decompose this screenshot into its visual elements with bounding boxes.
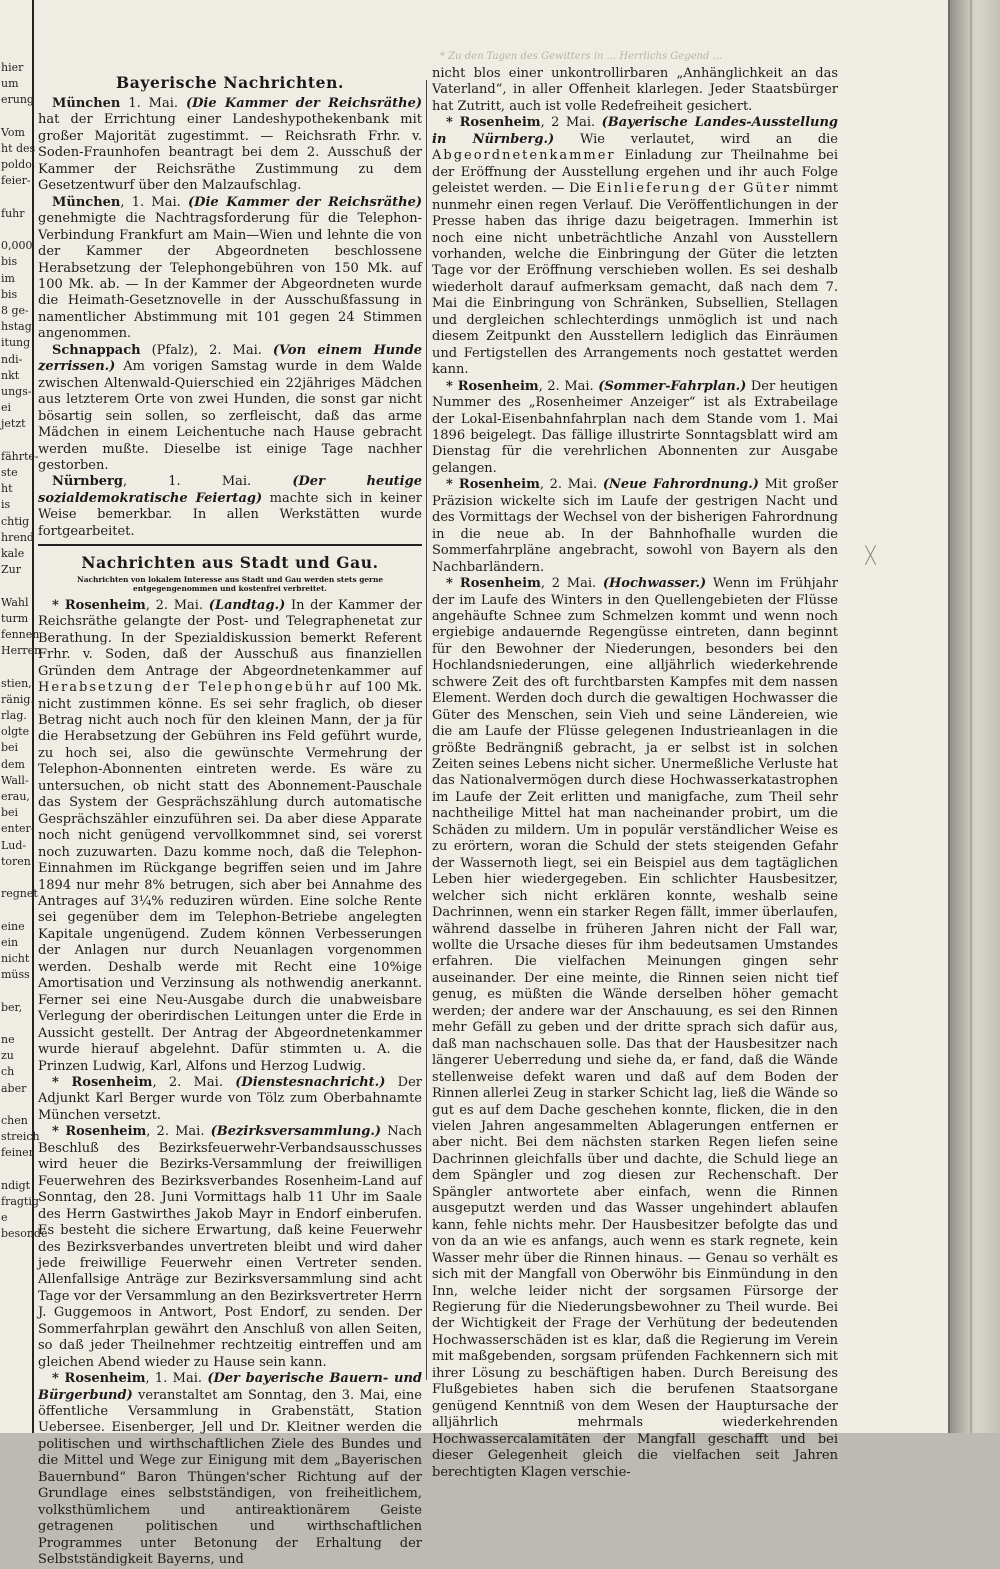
adjacent-page-fragment: Lud- — [1, 838, 27, 852]
adjacent-page-fragment: regnet — [1, 887, 38, 901]
adjacent-page-fragment: im — [1, 271, 15, 285]
adjacent-page-fragment: jetzt — [1, 417, 26, 431]
adjacent-page-fragment: olgte — [1, 725, 30, 739]
adjacent-page-fragment: enter- — [1, 822, 35, 836]
adjacent-page-fragment: ne — [1, 1033, 15, 1046]
adjacent-page-fragment: poldo, — [1, 158, 36, 172]
adjacent-page-fragment: ht des — [1, 142, 36, 155]
adjacent-page-fragment: toren — [1, 854, 31, 868]
section-rule — [38, 544, 422, 546]
adjacent-page-fragment: 0,000 — [1, 239, 33, 253]
section-heading-bavarian: Bayerische Nachrichten. — [116, 73, 344, 92]
adjacent-page-fragment: ränig. — [1, 692, 34, 706]
adjacent-page-fragment: dem — [1, 757, 25, 771]
adjacent-page-fragment: ht — [1, 482, 13, 496]
adjacent-page-fragment: bis — [1, 287, 18, 301]
adjacent-page-fragment: ch — [1, 1065, 15, 1079]
adjacent-page-fragment: ndigt — [1, 1178, 31, 1192]
adjacent-page-fragment: eine — [1, 919, 25, 933]
article-sommerfahrplan: * Rosenheim, 2. Mai. (Sommer-Fahrplan.) Der heutigen Nummer des „Rosenheimer Anzeiger“ ist als Extrabeilage der Lokal-Eisenbahnfahrplan nach dem Stande vom 1. Mai 1896 beigelegt. Das fällige illustrirte Sonntagsblatt wird am Dienstag für die verehrlichen Abonnenten zur Ausgabe gelangen. — [432, 378, 838, 476]
adjacent-page-fragment: chtig — [1, 514, 30, 528]
adjacent-page-fragment: 8 ge- — [1, 304, 29, 317]
adjacent-page-fragment: Herren — [1, 644, 42, 658]
adjacent-page-fragment: kale — [1, 547, 25, 560]
adjacent-page-fragment: hier — [1, 61, 24, 74]
bleed-through-text: * Zu den Tagen des Gewitters in ... Herrlichs Gegend ... — [440, 51, 723, 62]
adjacent-page-fragment: besonde — [1, 1227, 48, 1241]
article-landesausstellung: * Rosenheim, 2 Mai. (Bayerische Landes-Ausstellung in Nürnberg.) Wie verlautet, wird an die Abgeordnetenkammer Einladung zur Theilnahme bei der Eröffnung der Ausstellung ergehen und ihr auch Folge geleistet werden. — Die Einlieferung der Güter nimmt nunmehr einen regen Verlauf. Die Veröffentlichungen in der Presse haben das ihrige dazu beigetragen. Immerhin ist noch eine nicht unbeträchtliche Anzahl von Ausstellern vorhanden, welche die Einbringung der Güter die letzten Tage vor der Eröffnung verschieben wollen. Es sei deshalb wiederholt darauf aufmerksam gemacht, daß nach dem 7. Mai die Einbringung von Schränken, Subsellien, Stellagen und dergleichen schlechterdings unmöglich ist und nach diesem Zeitpunkt den Ausstellern lediglich das Einräumen und Fertigstellen des Arrangements noch gestattet werden kann. — [432, 115, 838, 378]
adjacent-page-fragment: hstag — [1, 320, 32, 334]
adjacent-page-fragment: ber, — [1, 1000, 23, 1014]
adjacent-page-fragment: erau, — [1, 790, 30, 803]
adjacent-page-fragment: is — [1, 498, 11, 512]
adjacent-page-fragment: bis — [1, 255, 18, 269]
adjacent-page-fragment: streich — [1, 1130, 40, 1144]
adjacent-page-fragment: nkt — [1, 368, 20, 382]
adjacent-page-fragment: ungs- — [1, 385, 32, 398]
adjacent-page-fragment: fennen — [1, 628, 40, 641]
adjacent-page-fragment: fragtig — [1, 1195, 39, 1208]
adjacent-page-fragment: Vom — [1, 125, 25, 139]
article-bezirksversammlung: * Rosenheim, 2. Mai. (Bezirksversammlung.) Nach Beschluß des Bezirksfeuerwehr-Verbandsausschusses wird heuer die Bezirks-Versammlung der freiwilligen Feuerwehren des Bezirksverbandes Rosenheim-Land auf Sonntag, den 28. Juni Vormittags halb 11 Uhr im Saale des Herrn Gastwirthes Jakob Mayr in Endorf einberufen. Es besteht die sichere Erwartung, daß keine Feuerwehr des Bezirksverbandes unvertreten bleibt und wird daher jede freiwillige Feuerwehr einen Vertreter senden. Allenfallsige Anträge zur Bezirksversammlung sind acht Tage vor der Versammlung an den Bezirksvertreter Herrn J. Guggemoos in Antwort, Post Endorf, zu senden. Der Sommerfahrplan gewährt den Anschluß von allen Seiten, so daß jeder Theilnehmer rechtzeitig eintreffen und am gleichen Abend wieder zu Hause sein kann. — [38, 1124, 422, 1370]
adjacent-page-fragment: Wahl — [1, 595, 29, 609]
adjacent-page-fragment: feiner — [1, 1146, 34, 1160]
pencil-mark — [864, 544, 878, 564]
adjacent-page-fragment: ste — [1, 466, 18, 479]
article-bauernbund: * Rosenheim, 1. Mai. (Der bayerische Bauern- und Bürgerbund) veranstaltet am Sonntag, den 3. Mai, eine öffentliche Versammlung in Grabenstätt, Station Uebersee. Eisenberger, Jell und Dr. Kleitner werden die politischen und wirthschaftlichen Ziele des Bundes und die Mittel und Wege zur Einigung mit dem „Bayerischen Bauernbund“ Baron Thüngen'scher Richtung auf der Grundlage eines selbstständigen, von freiheitlichem, volksthümlichem und antireaktionärem Geiste getragenen politischen und wirthschaftlichen Programmes unter Betonung der Erhaltung der Selbstständigkeit Bayerns, und — [38, 1371, 422, 1568]
local-news-note: Nachrichten von lokalem Interesse aus Stadt und Gau werden stets gerne entgegengenommen und kostenfrei verbreitet. — [76, 575, 384, 594]
binding-edge — [948, 0, 950, 1433]
adjacent-page-fragment: um — [1, 77, 19, 91]
adjacent-page-fragment: chen — [1, 1114, 28, 1127]
adjacent-page-fragment: müss — [1, 968, 30, 982]
adjacent-page-fragment: bei — [1, 741, 19, 755]
article-muenchen-2: München, 1. Mai. (Die Kammer der Reichsräthe) genehmigte die Nachtragsforderung für die Telephon-Verbindung Frankfurt am Main—Wien und lehnte die von der Kammer der Abgeordneten beschlossene Herabsetzung der Telephongebühren von 150 Mk. auf 100 Mk. ab. — In der Kammer der Abgeordneten wurde die Heimath-Gesetznovelle in der Ausschußfassung in namentlicher Abstimmung mit 101 gegen 24 Stimmen angenommen. — [38, 194, 422, 342]
adjacent-page-fragment: Wall- — [1, 773, 29, 787]
adjacent-page-fragment: turm — [1, 611, 29, 625]
column-right — [432, 66, 838, 1480]
adjacent-page-fragment: bei — [1, 806, 19, 820]
article-nuernberg: Nürnberg, 1. Mai. (Der heutige sozialdemokratische Feiertag) machte sich in keiner Weise bemerkbar. In allen Werkstätten wurde fortgearbeitet. — [38, 474, 422, 539]
article-dienstesnachricht: * Rosenheim, 2. Mai. (Dienstesnachricht.) Der Adjunkt Karl Berger wurde von Tölz zum Oberbahnamte München versetzt. — [38, 1074, 422, 1123]
article-landtag: * Rosenheim, 2. Mai. (Landtag.) In der Kammer der Reichsräthe gelangte der Post- und Telegraphenetat zur Berathung. In der Spezialdiskussion bemerkt Referent Frhr. v. Soden, daß der Ausschuß aus finanziellen Gründen dem Antrage der Abgeordnetenkammer auf Herabsetzung der Telephongebühr auf 100 Mk. nicht zustimmen könne. Es sei sehr fraglich, ob dieser Betrag nicht auch noch für den kleinen Mann, der ja für die Herabsetzung der Gebühren ins Feld geführt wurde, zu hoch sei, also die gewünschte Vermehrung der Telephon-Abonnenten eintreten werde. Es wäre zu untersuchen, ob nicht statt des Abonnement-Pauschale das System der Gesprächszählung durch automatische Gesprächszähler einzuführen sei. Da aber diese Apparate noch nicht genügend vervollkommnet sind, sei vorerst noch zuzuwarten. Dazu komme noch, daß die Telephon-Einnahmen im Rückgange begriffen seien und im Jahre 1894 nur mehr 8% betrugen, sich aber bei Annahme des Antrages auf 3¼% reduziren würden. Eine solche Rente sei gegenüber dem im Telephon-Betriebe angelegten Kapitale ungenügend. Zudem können Verbesserungen der Anlagen nur durch Neuanlagen vorgenommen werden. Deshalb werde mit Recht eine 10%ige Amortisation und Verzinsung als nothwendig anerkannt. Ferner sei eine Neu-Ausgabe durch die unabweisbare Verlegung der oberirdischen Leitungen unter die Erde in Aussicht gestellt. Der Antrag der Abgeordnetenkammer wurde hierauf abgelehnt. Dafür stimmten u. A. die Prinzen Ludwig, Karl, Alfons und Herzog Ludwig. — [38, 597, 422, 1074]
article-continuation: nicht blos einer unkontrollirbaren „Anhänglichkeit an das Vaterland“, in aller Offenheit klarlegen. Jeder Staatsbürger hat Zutritt, auch ist volle Redefreiheit gesichert. — [432, 66, 838, 114]
section-heading-local: Nachrichten aus Stadt und Gau. — [81, 553, 379, 573]
article-schnappach: Schnappach (Pfalz), 2. Mai. (Von einem Hunde zerrissen.) Am vorigen Samstag wurde in dem Walde zwischen Altenwald-Quierschied ein 22jähriges Mädchen aus letzterem Orte von zwei Hunden, die sonst gar nicht bösartig sein sollen, so zerfleischt, daß das arme Mädchen in einem Leichentuche nach Hause gebracht werden mußte. Dieselbe ist einige Tage nachher gestorben. — [38, 342, 422, 473]
article-fahrordnung: * Rosenheim, 2. Mai. (Neue Fahrordnung.) Mit großer Präzision wickelte sich im Laufe der gestrigen Nacht und des Vormittags der Wechsel von der bisherigen Fahrordnung in die neue ab. In der Bahnhofhalle wurden die Sommerfahrpläne angebracht, sowohl von Bayern als den Nachbarländern. — [432, 477, 838, 575]
adjacent-page-fragment: stien, — [1, 676, 32, 690]
adjacent-page-fragment: fuhr — [1, 206, 25, 220]
adjacent-page-fragment: e — [1, 1211, 8, 1225]
adjacent-page-fragment: erung — [1, 93, 34, 107]
adjacent-page-fragment: aber — [1, 1081, 27, 1095]
column-divider — [426, 80, 427, 1380]
binding-fold — [970, 0, 972, 1433]
adjacent-page-fragment: ndi- — [1, 352, 23, 366]
book-binding — [948, 0, 1000, 1433]
adjacent-page-strip — [0, 0, 48, 1433]
adjacent-page-fragment: nicht — [1, 952, 30, 965]
adjacent-page-fragment: rlag. — [1, 709, 27, 722]
article-muenchen-1: München 1. Mai. (Die Kammer der Reichsräthe) hat der Errichtung einer Landeshypothekenbank mit großer Majorität zugestimmt. — Reichsrath Frhr. v. Soden-Fraunhofen beantragt bei dem 2. Ausschuß der Kammer der Reichsräthe Zustimmung zu dem Gesetzentwurf über den Malzaufschlag. — [38, 96, 423, 194]
adjacent-page-fragment: itung — [1, 336, 31, 350]
adjacent-page-fragment: ei — [1, 401, 12, 415]
adjacent-page-fragment: Zur — [1, 563, 21, 577]
adjacent-page-fragment: zu — [1, 1049, 14, 1063]
adjacent-page-fragment: fährte- — [1, 449, 39, 463]
adjacent-page-fragment: ein — [1, 935, 19, 949]
adjacent-page-fragment: feier- — [1, 174, 31, 188]
article-hochwasser: * Rosenheim, 2 Mai. (Hochwasser.) Wenn im Frühjahr der im Laufe des Winters in den Quellengebieten der Flüsse angehäufte Schnee zum Schmelzen kommt und wenn noch ergiebige andauernde Regengüsse eintreten, dann beginnt für den Bewohner der Niederungen, besonders bei den Hochlandsniederungen, eine alljährlich wiederkehrende schwere Zeit des oft furchtbarsten Kampfes mit dem nassen Element. Werden doch durch die gewaltigen Hochwasser die Güter des Menschen, sein Vieh und seine Ländereien, wie die am Laufe der Flüsse gelegenen Industrieanlagen in die größte Bedrängniß gebracht, ja er selbst ist in solchen Zeiten seines Lebens nicht sicher. Unermeßliche Verluste hat das Nationalvermögen durch diese Hochwasserkatastrophen im Laufe der Zeit erlitten und manigfache, zum Theil sehr nachtheilige Mittel hat man nacheinander probirt, um die Schäden zu mildern. Um in populär verständlicher Weise es zu erörtern, woran die Schuld der stets steigenden Gefahr der Wassernoth liegt, sei ein Beispiel aus dem tagtäglichen Leben hier wiedergegeben. Ein schlichter Hausbesitzer, welcher sich nicht erklären konnte, weshalb seine Dachrinnen, wenn ein starker Regen fällt, immer überlaufen, während dasselbe in früheren Jahren nicht der Fall war, wollte die Ursache dieses für ihm bedeutsamen Umstandes erfahren. Die vielfachen Meinungen gingen sehr auseinander. Der eine meinte, die Rinnen seien nicht tief genug, es müßten die Wände derselben höher gemacht werden; der andere war der Anschauung, es sei den Rinnen mehr Gefäll zu geben und der dritte sprach sich dafür aus, daß man nachschauen solle. Das that der Hausbesitzer nach längerer Ueberredung und siehe da, er fand, daß die Wände stellenweise defekt waren und daß auf dem Boden der Rinnen allerlei Zeug in starker Schicht lag, ließ die Wände so gut es auf dem Dache geschehen konnte, flicken, die in den vielen Jahren angesammelten Ablagerungen entfernen er aber nicht. Bei dem nächsten starken Regen liefen seine Dachrinnen gleichfalls über und dachte, die Schuld liege an dem Spängler und zog diesen zur Rechenschaft. Der Spängler antwortete aber einfach, wenn die Rinnen ausgeputzt werden und das Wasser ungehindert ablaufen kann, fehle nichts mehr. Der Hausbesitzer befolgte das und von da an wie es anfangs, auch wenn es stark regnete, kein Wasser mehr über die Rinnen hinaus. — Genau so verhält es sich mit der Mangfall von Oberwöhr bis Einmündung in den Inn, welche leider nicht der sorgsamen Fürsorge der Regierung für die Niederungsbewohner zu Theil wurde. Bei der Wichtigkeit der Frage der Verhütung der bedeutenden Hochwasserschäden ist es klar, daß die Regierung im Verein mit maßgebenden, sorgsam prüfenden Fachkennern sich mit ihrer Lösung zu beschäftigen haben. Durch Bereisung des Flußgebietes haben sich die berufenen Staatsorgane genügend Kenntniß von dem Wesen der Hauptursache der alljährlich mehrmals wiederkehrenden Hochwassercalamitäten der Mangfall geschafft und bei dieser Gelegenheit gleich die vielfachen seit Jahren berechtigten Klagen verschie- — [432, 576, 838, 1480]
column-left — [38, 66, 423, 1568]
adjacent-page-fragment: hrend — [1, 530, 34, 544]
